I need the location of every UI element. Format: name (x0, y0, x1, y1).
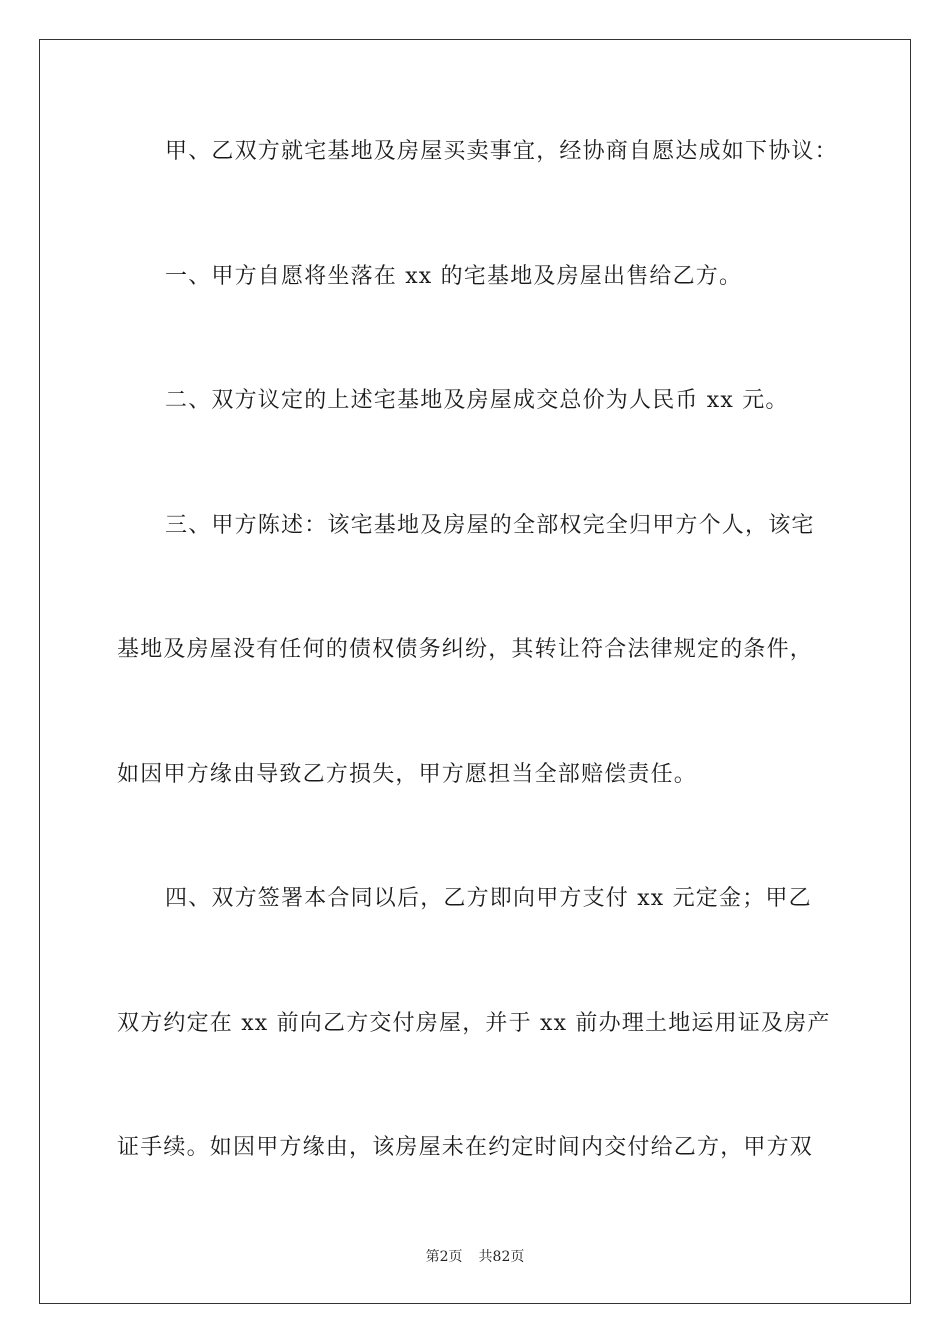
page-number: 第2页 (425, 1249, 463, 1265)
clause-4-line-2: 双方约定在 xx 前向乙方交付房屋，并于 xx 前办理土地运用证及房产 (117, 1011, 831, 1036)
page-border (39, 39, 911, 1304)
clause-2: 二、双方议定的上述宅基地及房屋成交总价为人民币 xx 元。 (165, 388, 789, 413)
paragraph-intro: 甲、乙双方就宅基地及房屋买卖事宜，经协商自愿达成如下协议： (165, 139, 838, 164)
clause-4-line-1: 四、双方签署本合同以后，乙方即向甲方支付 xx 元定金；甲乙 (165, 886, 812, 911)
clause-3-line-2: 基地及房屋没有任何的债权债务纠纷，其转让符合法律规定的条件， (117, 637, 814, 662)
clause-1: 一、甲方自愿将坐落在 xx 的宅基地及房屋出售给乙方。 (165, 264, 743, 289)
clause-3-line-3: 如因甲方缘由导致乙方损失，甲方愿担当全部赔偿责任。 (117, 762, 698, 787)
clause-4-line-3: 证手续。如因甲方缘由，该房屋未在约定时间内交付给乙方，甲方双 (117, 1135, 814, 1160)
clause-3-line-1: 三、甲方陈述：该宅基地及房屋的全部权完全归甲方个人，该宅 (165, 513, 815, 538)
page-total: 共82页 (478, 1249, 525, 1265)
page-footer (0, 1248, 950, 1266)
